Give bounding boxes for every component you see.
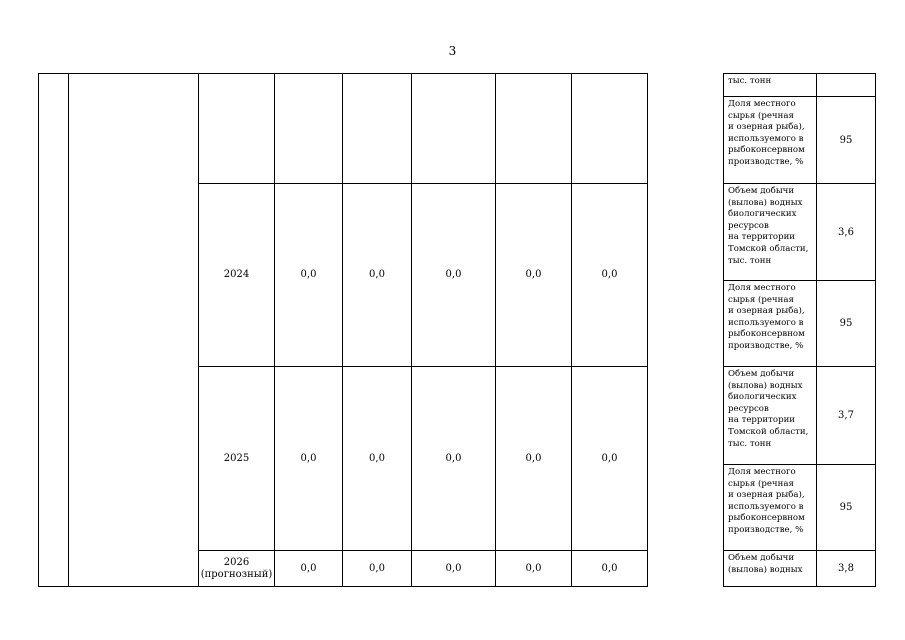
indicator-value: 3,7 — [816, 366, 876, 465]
value-cell: 0,0 — [342, 550, 412, 587]
value-cell: 0,0 — [411, 550, 496, 587]
table-cell — [495, 73, 572, 184]
indicator-cell: Доля местного сырья (речная и озерная рыба), используемого в рыбоконсервном производстве, % — [723, 96, 817, 184]
indicator-cell: Доля местного сырья (речная и озерная рыба), используемого в рыбоконсервном производстве, % — [723, 464, 817, 551]
year-cell: 2026 (прогнозный) — [198, 550, 275, 587]
value-cell: 0,0 — [342, 366, 412, 551]
indicator-cell: Объем добычи (вылова) водных — [723, 550, 817, 587]
table-cell — [342, 73, 412, 184]
value-cell: 0,0 — [274, 550, 343, 587]
value-cell: 0,0 — [411, 183, 496, 367]
value-cell: 0,0 — [571, 366, 648, 551]
indicator-cell: Объем добычи (вылова) водных биологических ресурсов на территории Томской области, тыс. тонн — [723, 183, 817, 281]
indicator-value: 3,6 — [816, 183, 876, 281]
left-col-index — [38, 73, 69, 587]
value-cell: 0,0 — [411, 366, 496, 551]
value-cell: 0,0 — [495, 183, 572, 367]
indicator-cell: тыс. тонн — [723, 73, 817, 97]
table-cell — [198, 73, 275, 184]
value-cell: 0,0 — [571, 550, 648, 587]
value-cell: 0,0 — [274, 366, 343, 551]
indicator-value: 3,8 — [816, 550, 876, 587]
value-cell: 0,0 — [342, 183, 412, 367]
indicator-cell: Объем добычи (вылова) водных биологических ресурсов на территории Томской области, тыс. тонн — [723, 366, 817, 465]
indicator-cell: Доля местного сырья (речная и озерная рыба), используемого в рыбоконсервном производстве, % — [723, 280, 817, 367]
year-cell: 2024 — [198, 183, 275, 367]
left-col-name — [68, 73, 199, 587]
year-cell: 2025 — [198, 366, 275, 551]
indicator-value: 95 — [816, 280, 876, 367]
value-cell: 0,0 — [495, 366, 572, 551]
page-number: 3 — [448, 44, 457, 58]
indicator-value: 95 — [816, 96, 876, 184]
table-cell — [411, 73, 496, 184]
indicator-value: 95 — [816, 464, 876, 551]
table-cell — [571, 73, 648, 184]
value-cell: 0,0 — [495, 550, 572, 587]
table-cell — [274, 73, 343, 184]
value-cell: 0,0 — [571, 183, 648, 367]
value-cell: 0,0 — [274, 183, 343, 367]
indicator-value — [816, 73, 876, 97]
